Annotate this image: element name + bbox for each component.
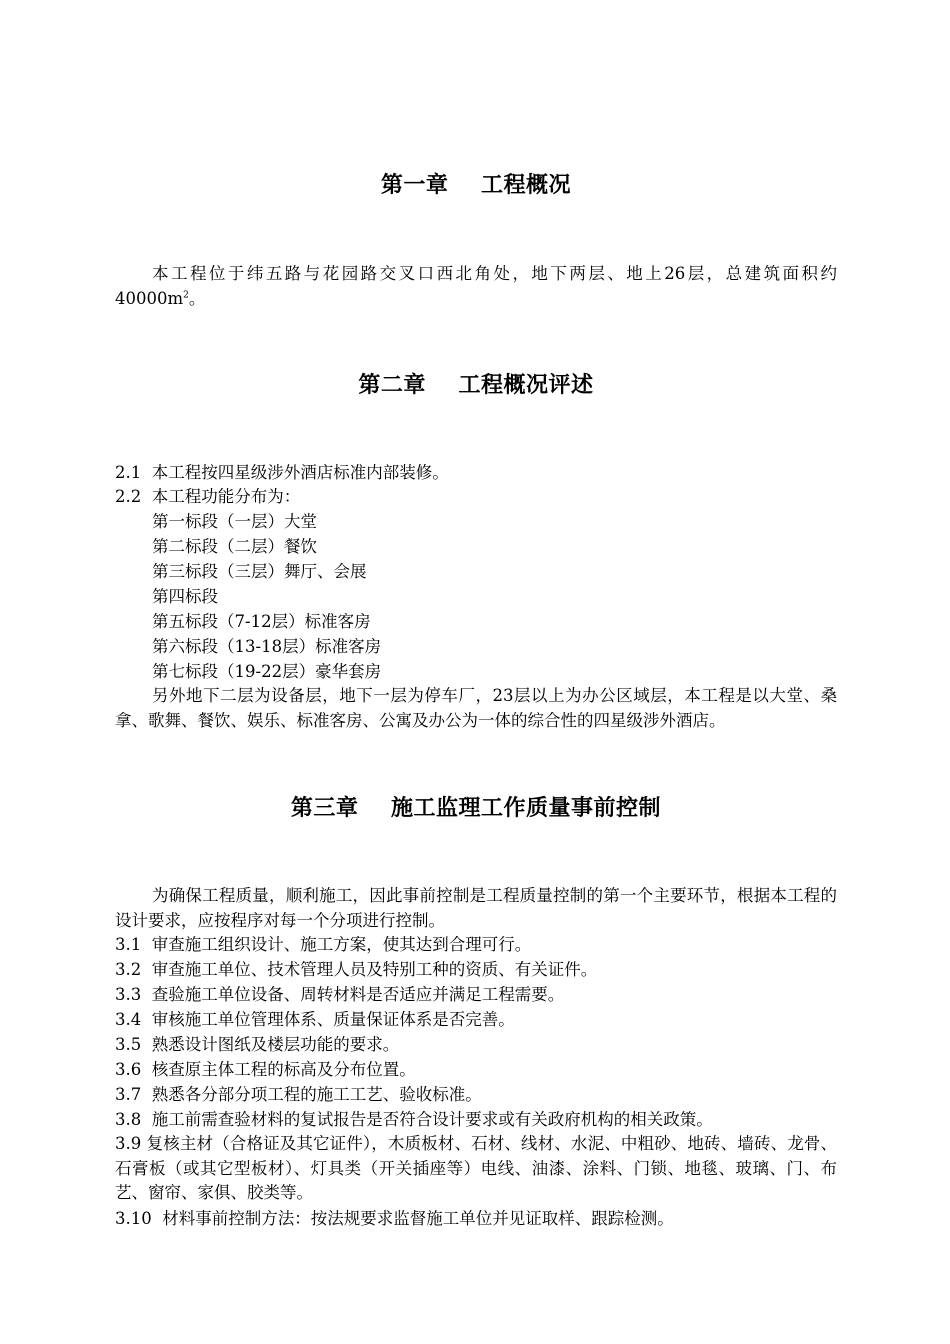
section-1: 第一标段（一层）大堂 xyxy=(152,512,317,531)
item-3-10: 3.10 材料事前控制方法：按法规要求监督施工单位并见证取样、跟踪检测。 xyxy=(115,1209,674,1228)
chapter-2-summary: 另外地下二层为设备层，地下一层为停车厂，23层以上为办公区域层，本工程是以大堂、桑拿、歌舞、餐饮、娱乐、标准客房、公寓及办公为一体的综合性的四星级涉外酒店。 xyxy=(115,686,837,730)
section-2: 第二标段（二层）餐饮 xyxy=(152,537,317,556)
chapter-3-title: 第三章 施工监理工作质量事前控制 xyxy=(290,796,662,821)
chapter-1-paragraph-text: 本工程位于纬五路与花园路交叉口西北角处，地下两层、地上26层，总建筑面积约40000m xyxy=(115,264,837,308)
chapter-1-title: 第一章 工程概况 xyxy=(380,173,572,198)
item-3-9: 3.9 复核主材（合格证及其它证件），木质板材、石材、线材、水泥、中粗砂、地砖、墙砖、龙骨、石膏板（或其它型板材）、灯具类（开关插座等）电线、油漆、涂料、门锁、地毯、玻璃、门、布艺、窗帘、家俱、胶类等。 xyxy=(115,1134,837,1202)
section-5: 第五标段（7-12层）标准客房 xyxy=(152,612,371,631)
document-page xyxy=(115,0,837,1344)
item-3-8: 3.8 施工前需查验材料的复试报告是否符合设计要求或有关政府机构的相关政策。 xyxy=(115,1110,713,1129)
section-7: 第七标段（19-22层）豪华套房 xyxy=(152,662,382,681)
item-3-7: 3.7 熟悉各分部分项工程的施工工艺、验收标准。 xyxy=(115,1085,482,1104)
section-3: 第三标段（三层）舞厅、会展 xyxy=(152,562,367,581)
chapter-3-intro: 为确保工程质量，顺利施工，因此事前控制是工程质量控制的第一个主要环节，根据本工程的设计要求，应按程序对每一个分项进行控制。 xyxy=(115,886,837,930)
item-2-2: 2.2 本工程功能分布为： xyxy=(115,487,301,506)
superscript-2: 2 xyxy=(183,290,189,300)
item-3-4: 3.4 审核施工单位管理体系、质量保证体系是否完善。 xyxy=(115,1010,515,1029)
item-2-1: 2.1 本工程按四星级涉外酒店标准内部装修。 xyxy=(115,463,449,482)
item-3-3: 3.3 查验施工单位设备、周转材料是否适应并满足工程需要。 xyxy=(115,985,565,1004)
item-3-6: 3.6 核查原主体工程的标高及分布位置。 xyxy=(115,1060,416,1079)
chapter-2-title: 第二章 工程概况评述 xyxy=(358,373,594,398)
item-3-2: 3.2 审查施工单位、技术管理人员及特别工种的资质、有关证件。 xyxy=(115,960,598,979)
item-3-1: 3.1 审查施工组织设计、施工方案，使其达到合理可行。 xyxy=(115,935,532,954)
section-6: 第六标段（13-18层）标准客房 xyxy=(152,637,382,656)
chapter-1-paragraph-end: 。 xyxy=(188,288,206,308)
section-4: 第四标段 xyxy=(152,587,218,606)
item-3-5: 3.5 熟悉设计图纸及楼层功能的要求。 xyxy=(115,1035,400,1054)
chapter-1-paragraph xyxy=(115,262,837,311)
